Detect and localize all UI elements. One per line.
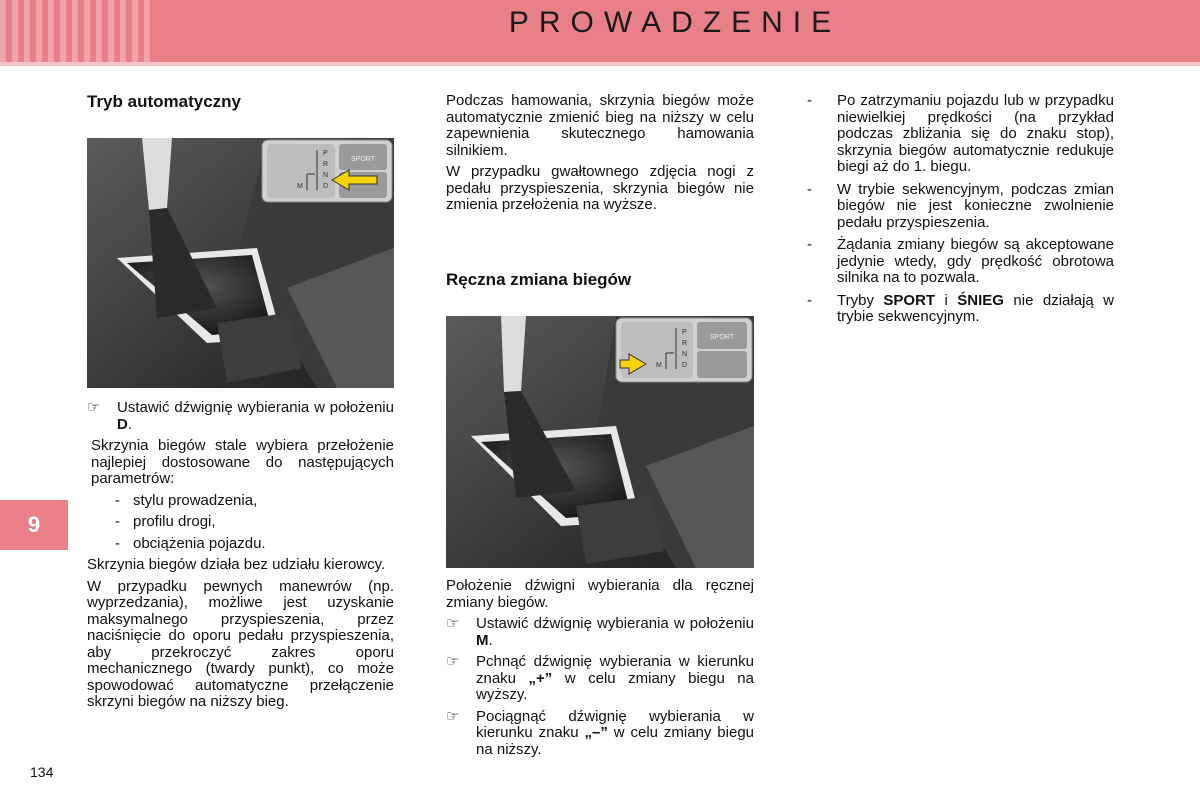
hand-pointer-icon: ☞ xyxy=(87,399,101,416)
gate-letter-d: D xyxy=(682,362,688,369)
list-item: ☞ Ustawić dźwignię wybierania w położeniu M. xyxy=(446,615,754,649)
page-header xyxy=(0,0,1200,62)
gate-letter-r: R xyxy=(323,161,329,168)
photo-caption: Położenie dźwigni wybierania dla ręcznej zmiany biegów. xyxy=(446,577,754,611)
header-divider xyxy=(0,62,1200,66)
gate-letter-p: P xyxy=(682,329,687,336)
paragraph: W przypadku gwałtownego zdjęcia nogi z pedału przyspieszenia, skrzynia biegów nie zmienia przełożenia na wyższe. xyxy=(446,163,754,213)
section-heading-automatic: Tryb automatyczny xyxy=(87,92,241,111)
column-2-text-bottom xyxy=(446,578,754,763)
column-3-text xyxy=(805,93,1114,332)
page-number: 134 xyxy=(30,764,54,780)
gate-letter-n: N xyxy=(323,172,329,179)
sport-button-label: SPORT xyxy=(351,156,375,163)
gear-selector-photo-automatic xyxy=(87,138,394,388)
list-item: - obciążenia pojazdu. xyxy=(115,534,266,552)
list-item: - W trybie sekwencyjnym, podczas zmian biegów nie jest konieczne zwolnienie pedału przyspieszenia. xyxy=(807,180,1114,231)
list-item: - Po zatrzymaniu pojazdu lub w przypadku niewielkiej prędkości (na przykład podczas zbliżania się do znaku stop), skrzynia biegów automatycznie redukuje biegi aż do 1. biegu. xyxy=(807,92,1114,175)
gate-letter-m: M xyxy=(656,362,662,369)
list-item: ☞ Pociągnąć dźwignię wybierania w kierunku znaku „–” w celu zmiany biegu na niższy. xyxy=(446,707,754,758)
hand-pointer-icon: ☞ xyxy=(446,707,460,725)
column-2-text-top xyxy=(446,93,754,219)
paragraph: Skrzynia biegów działa bez udziału kierowcy. xyxy=(87,556,386,573)
list-item: - Tryby SPORT i ŚNIEG nie działają w trybie sekwencyjnym. xyxy=(807,291,1115,325)
gear-selector-photo-manual xyxy=(446,316,754,568)
list-item: - Żądania zmiany biegów są akceptowane jedynie wtedy, gdy prędkość obrotowa silnika na to pozwala. xyxy=(807,236,1114,286)
gate-letter-p: P xyxy=(323,150,328,157)
list-item: - profilu drogi, xyxy=(115,513,216,530)
paragraph: Podczas hamowania, skrzynia biegów może automatycznie zmienić bieg na niższy w celu zapewnienia skutecznego hamowania silnikiem. xyxy=(446,92,754,159)
paragraph: W przypadku pewnych manewrów (np. wyprzedzania), możliwe jest uzyskanie maksymalnego przyspieszenia, przez naciśnięcie do oporu pedału przyspieszenia, aby przekroczyć zakres oporu mechanicznego (twardy punkt), co może spowodować automatyczne przełączenie skrzyni biegów na niższy bieg. xyxy=(87,577,394,710)
page-title: PROWADZENIE xyxy=(508,6,842,39)
list-item: ☞ Ustawić dźwignię wybierania w położeniu D. xyxy=(87,399,394,433)
hand-pointer-icon: ☞ xyxy=(446,653,460,670)
gate-letter-m: M xyxy=(297,183,303,190)
paragraph: Skrzynia biegów stale wybiera przełożenie najlepiej dostosowane do następujących parametrów: xyxy=(91,437,394,487)
column-1-text xyxy=(87,400,394,716)
gate-letter-r: R xyxy=(682,340,688,347)
sport-button-label: SPORT xyxy=(710,334,734,341)
section-heading-manual: Ręczna zmiana biegów xyxy=(446,270,632,289)
list-item: - stylu prowadzenia, xyxy=(115,491,258,509)
chapter-tab[interactable]: 9 xyxy=(0,500,68,550)
list-item: ☞ Pchnąć dźwignię wybierania w kierunku znaku „+” w celu zmiany biegu na wyższy. xyxy=(446,653,754,703)
gate-letter-d: D xyxy=(323,183,329,190)
gate-letter-n: N xyxy=(682,351,688,358)
hand-pointer-icon: ☞ xyxy=(446,615,460,632)
